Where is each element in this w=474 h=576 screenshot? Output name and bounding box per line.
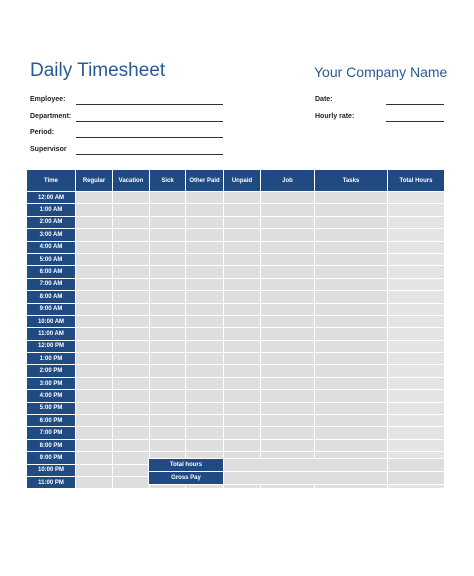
other-paid-cell[interactable] <box>186 340 224 352</box>
period-field[interactable] <box>76 137 223 138</box>
job-cell[interactable] <box>261 353 315 365</box>
total-hours-cell[interactable] <box>388 328 445 340</box>
other-paid-cell[interactable] <box>186 266 224 278</box>
time-cell: 4:00 AM <box>27 241 76 253</box>
other-paid-cell[interactable] <box>186 253 224 265</box>
tasks-cell[interactable] <box>315 427 388 439</box>
table-row <box>27 353 445 365</box>
unpaid-cell[interactable] <box>224 291 261 303</box>
tasks-cell[interactable] <box>315 415 388 427</box>
sick-cell[interactable] <box>150 402 186 414</box>
vacation-cell[interactable] <box>113 204 150 216</box>
vacation-cell[interactable] <box>113 328 150 340</box>
sick-cell[interactable] <box>150 377 186 389</box>
period-label: Period: <box>30 129 55 136</box>
job-cell[interactable] <box>261 365 315 377</box>
table-row <box>27 402 445 414</box>
time-cell: 10:00 PM <box>27 464 76 476</box>
other-paid-cell[interactable] <box>186 353 224 365</box>
sick-cell[interactable] <box>150 340 186 352</box>
vacation-cell[interactable] <box>113 439 150 451</box>
unpaid-cell[interactable] <box>224 439 261 451</box>
total-hours-cell[interactable] <box>388 390 445 402</box>
table-row <box>27 241 445 253</box>
vacation-cell[interactable] <box>113 415 150 427</box>
regular-cell[interactable] <box>76 452 113 464</box>
total-hours-cell[interactable] <box>388 315 445 327</box>
table-row <box>27 415 445 427</box>
vacation-cell[interactable] <box>113 266 150 278</box>
tasks-cell[interactable] <box>315 253 388 265</box>
table-row <box>27 377 445 389</box>
job-cell[interactable] <box>261 340 315 352</box>
tasks-cell[interactable] <box>315 340 388 352</box>
date-label: Date: <box>315 96 333 103</box>
vacation-cell[interactable] <box>113 365 150 377</box>
regular-cell[interactable] <box>76 328 113 340</box>
employee-field[interactable] <box>76 104 223 105</box>
total-hours-cell[interactable] <box>388 353 445 365</box>
timesheet-table <box>26 169 444 489</box>
time-cell: 11:00 PM <box>27 476 76 488</box>
time-cell: 3:00 AM <box>27 229 76 241</box>
total-hours-cell[interactable] <box>388 253 445 265</box>
time-cell: 3:00 PM <box>27 377 76 389</box>
tasks-cell[interactable] <box>315 402 388 414</box>
tasks-cell[interactable] <box>315 204 388 216</box>
vacation-cell[interactable] <box>113 390 150 402</box>
time-cell: 6:00 PM <box>27 415 76 427</box>
sick-cell[interactable] <box>150 216 186 228</box>
sick-cell[interactable] <box>150 192 186 204</box>
unpaid-cell[interactable] <box>224 204 261 216</box>
total-hours-cell[interactable] <box>388 216 445 228</box>
total-hours-label: Total hours <box>149 459 224 472</box>
col-header-unpaid: Unpaid <box>224 170 261 192</box>
regular-cell[interactable] <box>76 192 113 204</box>
job-cell[interactable] <box>261 253 315 265</box>
regular-cell[interactable] <box>76 390 113 402</box>
sick-cell[interactable] <box>150 303 186 315</box>
vacation-cell[interactable] <box>113 476 150 488</box>
job-cell[interactable] <box>261 229 315 241</box>
time-cell: 5:00 PM <box>27 402 76 414</box>
job-cell[interactable] <box>261 377 315 389</box>
time-cell: 6:00 AM <box>27 266 76 278</box>
unpaid-cell[interactable] <box>224 415 261 427</box>
other-paid-cell[interactable] <box>186 192 224 204</box>
sick-cell[interactable] <box>150 353 186 365</box>
table-row <box>27 365 445 377</box>
total-hours-cell[interactable] <box>388 192 445 204</box>
time-cell: 10:00 AM <box>27 315 76 327</box>
other-paid-cell[interactable] <box>186 291 224 303</box>
col-header-regular: Regular <box>76 170 113 192</box>
job-cell[interactable] <box>261 390 315 402</box>
total-hours-cell[interactable] <box>388 229 445 241</box>
sick-cell[interactable] <box>150 427 186 439</box>
regular-cell[interactable] <box>76 278 113 290</box>
total-hours-cell[interactable] <box>388 278 445 290</box>
job-cell[interactable] <box>261 278 315 290</box>
vacation-cell[interactable] <box>113 402 150 414</box>
table-row <box>27 315 445 327</box>
total-hours-cell[interactable] <box>388 204 445 216</box>
regular-cell[interactable] <box>76 476 113 488</box>
gross-pay-label: Gross Pay <box>149 472 224 485</box>
unpaid-cell[interactable] <box>224 315 261 327</box>
job-cell[interactable] <box>261 415 315 427</box>
regular-cell[interactable] <box>76 253 113 265</box>
vacation-cell[interactable] <box>113 303 150 315</box>
time-cell: 12:00 AM <box>27 192 76 204</box>
total-hours-cell[interactable] <box>388 303 445 315</box>
time-cell: 8:00 AM <box>27 291 76 303</box>
other-paid-cell[interactable] <box>186 415 224 427</box>
sick-cell[interactable] <box>150 291 186 303</box>
unpaid-cell[interactable] <box>224 216 261 228</box>
job-cell[interactable] <box>261 266 315 278</box>
other-paid-cell[interactable] <box>186 390 224 402</box>
vacation-cell[interactable] <box>113 229 150 241</box>
col-header-sick: Sick <box>150 170 186 192</box>
time-cell: 9:00 PM <box>27 452 76 464</box>
table-row <box>27 439 445 451</box>
regular-cell[interactable] <box>76 340 113 352</box>
supervisor-label: Supervisor <box>30 146 67 153</box>
vacation-cell[interactable] <box>113 253 150 265</box>
job-cell[interactable] <box>261 402 315 414</box>
table-row <box>27 253 445 265</box>
sick-cell[interactable] <box>150 390 186 402</box>
vacation-cell[interactable] <box>113 452 150 464</box>
vacation-cell[interactable] <box>113 377 150 389</box>
table-row <box>27 192 445 204</box>
sick-cell[interactable] <box>150 415 186 427</box>
total-hours-cell[interactable] <box>388 377 445 389</box>
tasks-cell[interactable] <box>315 365 388 377</box>
vacation-cell[interactable] <box>113 216 150 228</box>
time-cell: 7:00 PM <box>27 427 76 439</box>
unpaid-cell[interactable] <box>224 241 261 253</box>
time-cell: 11:00 AM <box>27 328 76 340</box>
table-row <box>27 427 445 439</box>
table-row <box>27 390 445 402</box>
other-paid-cell[interactable] <box>186 365 224 377</box>
gross-pay-row <box>149 472 445 485</box>
tasks-cell[interactable] <box>315 315 388 327</box>
col-header-tasks: Tasks <box>315 170 388 192</box>
regular-cell[interactable] <box>76 415 113 427</box>
job-cell[interactable] <box>261 439 315 451</box>
unpaid-cell[interactable] <box>224 328 261 340</box>
tasks-cell[interactable] <box>315 377 388 389</box>
regular-cell[interactable] <box>76 216 113 228</box>
regular-cell[interactable] <box>76 377 113 389</box>
tasks-cell[interactable] <box>315 390 388 402</box>
col-header-vacation: Vacation <box>113 170 150 192</box>
sick-cell[interactable] <box>150 266 186 278</box>
time-cell: 1:00 PM <box>27 353 76 365</box>
unpaid-cell[interactable] <box>224 390 261 402</box>
other-paid-cell[interactable] <box>186 328 224 340</box>
unpaid-cell[interactable] <box>224 377 261 389</box>
job-cell[interactable] <box>261 241 315 253</box>
vacation-cell[interactable] <box>113 315 150 327</box>
total-hours-cell[interactable] <box>388 365 445 377</box>
job-cell[interactable] <box>261 328 315 340</box>
tasks-cell[interactable] <box>315 303 388 315</box>
table-row <box>27 291 445 303</box>
table-row <box>27 340 445 352</box>
job-cell[interactable] <box>261 291 315 303</box>
tasks-cell[interactable] <box>315 278 388 290</box>
tasks-cell[interactable] <box>315 328 388 340</box>
total-hours-cell[interactable] <box>388 415 445 427</box>
sick-cell[interactable] <box>150 439 186 451</box>
unpaid-cell[interactable] <box>224 278 261 290</box>
other-paid-cell[interactable] <box>186 439 224 451</box>
time-cell: 1:00 AM <box>27 204 76 216</box>
tasks-cell[interactable] <box>315 353 388 365</box>
unpaid-cell[interactable] <box>224 192 261 204</box>
col-header-other-paid: Other Paid <box>186 170 224 192</box>
unpaid-cell[interactable] <box>224 229 261 241</box>
table-row <box>27 266 445 278</box>
total-hours-cell[interactable] <box>388 266 445 278</box>
other-paid-cell[interactable] <box>186 315 224 327</box>
unpaid-cell[interactable] <box>224 266 261 278</box>
job-cell[interactable] <box>261 315 315 327</box>
job-cell[interactable] <box>261 216 315 228</box>
tasks-cell[interactable] <box>315 241 388 253</box>
table-row <box>27 229 445 241</box>
regular-cell[interactable] <box>76 353 113 365</box>
time-cell: 7:00 AM <box>27 278 76 290</box>
total-hours-cell[interactable] <box>388 427 445 439</box>
table-row <box>27 278 445 290</box>
time-cell: 8:00 PM <box>27 439 76 451</box>
other-paid-cell[interactable] <box>186 241 224 253</box>
time-cell: 5:00 AM <box>27 253 76 265</box>
regular-cell[interactable] <box>76 204 113 216</box>
time-cell: 4:00 PM <box>27 390 76 402</box>
tasks-cell[interactable] <box>315 192 388 204</box>
other-paid-cell[interactable] <box>186 427 224 439</box>
tasks-cell[interactable] <box>315 291 388 303</box>
time-cell: 2:00 PM <box>27 365 76 377</box>
department-label: Department: <box>30 113 72 120</box>
summary-table <box>148 458 445 485</box>
total-hours-cell[interactable] <box>388 439 445 451</box>
col-header-job: Job <box>261 170 315 192</box>
regular-cell[interactable] <box>76 291 113 303</box>
unpaid-cell[interactable] <box>224 303 261 315</box>
sick-cell[interactable] <box>150 241 186 253</box>
vacation-cell[interactable] <box>113 278 150 290</box>
table-row <box>27 303 445 315</box>
total-hours-cell[interactable] <box>388 340 445 352</box>
regular-cell[interactable] <box>76 303 113 315</box>
other-paid-cell[interactable] <box>186 216 224 228</box>
sick-cell[interactable] <box>150 315 186 327</box>
vacation-cell[interactable] <box>113 427 150 439</box>
time-cell: 2:00 AM <box>27 216 76 228</box>
job-cell[interactable] <box>261 192 315 204</box>
company-name: Your Company Name <box>314 64 448 80</box>
other-paid-cell[interactable] <box>186 229 224 241</box>
regular-cell[interactable] <box>76 365 113 377</box>
hourly-rate-field[interactable] <box>386 121 444 122</box>
table-row <box>27 216 445 228</box>
job-cell[interactable] <box>261 303 315 315</box>
col-header-total-hours: Total Hours <box>388 170 445 192</box>
unpaid-cell[interactable] <box>224 253 261 265</box>
total-hours-spacer <box>224 459 388 472</box>
tasks-cell[interactable] <box>315 266 388 278</box>
other-paid-cell[interactable] <box>186 377 224 389</box>
hourly-rate-label: Hourly rate: <box>315 113 355 120</box>
other-paid-cell[interactable] <box>186 303 224 315</box>
vacation-cell[interactable] <box>113 464 150 476</box>
tasks-cell[interactable] <box>315 229 388 241</box>
unpaid-cell[interactable] <box>224 402 261 414</box>
regular-cell[interactable] <box>76 402 113 414</box>
sick-cell[interactable] <box>150 328 186 340</box>
total-hours-cell[interactable] <box>388 291 445 303</box>
vacation-cell[interactable] <box>113 340 150 352</box>
page-title: Daily Timesheet <box>30 60 166 81</box>
supervisor-field[interactable] <box>76 154 223 155</box>
vacation-cell[interactable] <box>113 291 150 303</box>
unpaid-cell[interactable] <box>224 365 261 377</box>
job-cell[interactable] <box>261 427 315 439</box>
total-hours-value[interactable] <box>388 459 445 472</box>
unpaid-cell[interactable] <box>224 340 261 352</box>
sick-cell[interactable] <box>150 229 186 241</box>
total-hours-cell[interactable] <box>388 241 445 253</box>
gross-pay-spacer <box>224 472 388 485</box>
regular-cell[interactable] <box>76 315 113 327</box>
time-cell: 9:00 AM <box>27 303 76 315</box>
vacation-cell[interactable] <box>113 241 150 253</box>
sick-cell[interactable] <box>150 253 186 265</box>
regular-cell[interactable] <box>76 464 113 476</box>
unpaid-cell[interactable] <box>224 427 261 439</box>
date-field[interactable] <box>386 104 444 105</box>
vacation-cell[interactable] <box>113 353 150 365</box>
time-cell: 12:00 PM <box>27 340 76 352</box>
table-row <box>27 328 445 340</box>
sick-cell[interactable] <box>150 278 186 290</box>
col-header-time: Time <box>27 170 76 192</box>
department-field[interactable] <box>76 121 223 122</box>
regular-cell[interactable] <box>76 266 113 278</box>
gross-pay-value[interactable] <box>388 472 445 485</box>
sick-cell[interactable] <box>150 204 186 216</box>
employee-label: Employee: <box>30 96 66 103</box>
total-hours-cell[interactable] <box>388 402 445 414</box>
other-paid-cell[interactable] <box>186 402 224 414</box>
regular-cell[interactable] <box>76 439 113 451</box>
regular-cell[interactable] <box>76 241 113 253</box>
regular-cell[interactable] <box>76 229 113 241</box>
regular-cell[interactable] <box>76 427 113 439</box>
table-header-row <box>27 170 445 192</box>
vacation-cell[interactable] <box>113 192 150 204</box>
total-hours-row <box>149 459 445 472</box>
other-paid-cell[interactable] <box>186 278 224 290</box>
job-cell[interactable] <box>261 204 315 216</box>
table-row <box>27 204 445 216</box>
tasks-cell[interactable] <box>315 439 388 451</box>
other-paid-cell[interactable] <box>186 204 224 216</box>
unpaid-cell[interactable] <box>224 353 261 365</box>
sick-cell[interactable] <box>150 365 186 377</box>
tasks-cell[interactable] <box>315 216 388 228</box>
